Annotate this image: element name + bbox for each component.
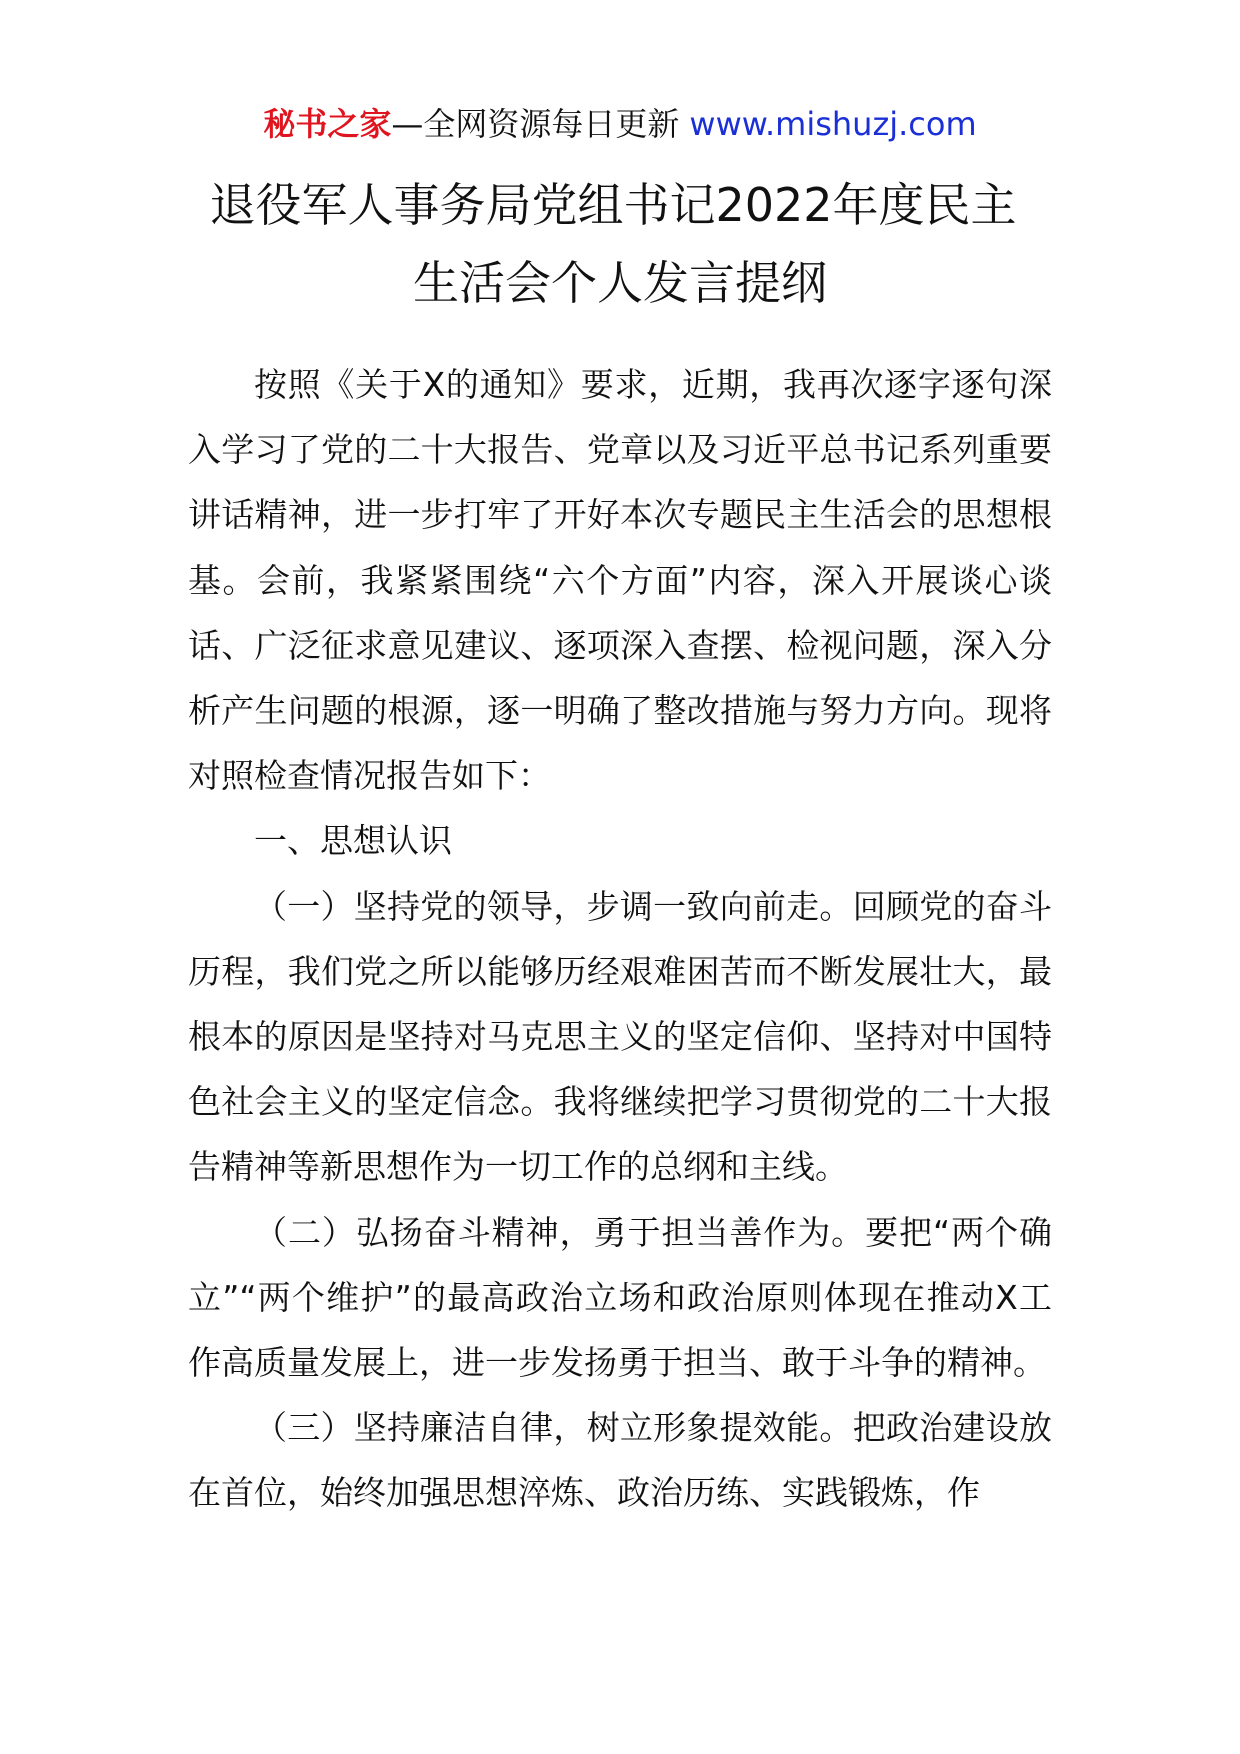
document-title xyxy=(0,166,1240,322)
website-link[interactable]: www.mishuzj.com xyxy=(689,105,977,143)
body-paragraph: （三）坚持廉洁自律，树立形象提效能。把政治建设放在首位，始终加强思想淬炼、政治历练、实践锻炼，作 xyxy=(188,1408,1052,1513)
document-body xyxy=(188,352,1052,1526)
intro-paragraph: 按照《关于X的通知》要求，近期，我再次逐字逐句深入学习了党的二十大报告、党章以及习近平总书记系列重要讲话精神，进一步打牢了开好本次专题民主生活会的思想根基。会前，我紧紧围绕“六个方面”内容，深入开展谈心谈话、广泛征求意见建议、逐项深入查摆、检视问题，深入分析产生问题的根源，逐一明确了整改措施与努力方向。现将对照检查情况报告如下： xyxy=(188,365,1052,796)
body-paragraph: （二）弘扬奋斗精神，勇于担当善作为。要把“两个确立”“两个维护”的最高政治立场和政治原则体现在推动X工作高质量发展上，进一步发扬勇于担当、敢于斗争的精神。 xyxy=(188,1212,1052,1383)
title-line-1: 退役军人事务局党组书记2022年度民主 xyxy=(209,178,1017,232)
section-heading: 一、思想认识 xyxy=(254,821,452,861)
banner-tagline: —全网资源每日更新 xyxy=(391,105,680,143)
brand-name: 秘书之家 xyxy=(263,105,392,143)
body-paragraph: （一）坚持党的领导，步调一致向前走。回顾党的奋斗历程，我们党之所以能够历经艰难困苦而不断发展壮大，最根本的原因是坚持对马克思主义的坚定信仰、坚持对中国特色社会主义的坚定信念。我将继续把学习贯彻党的二十大报告精神等新思想作为一切工作的总纲和主线。 xyxy=(188,886,1052,1187)
title-line-2: 生活会个人发言提纲 xyxy=(413,256,827,310)
source-banner xyxy=(0,102,1240,146)
